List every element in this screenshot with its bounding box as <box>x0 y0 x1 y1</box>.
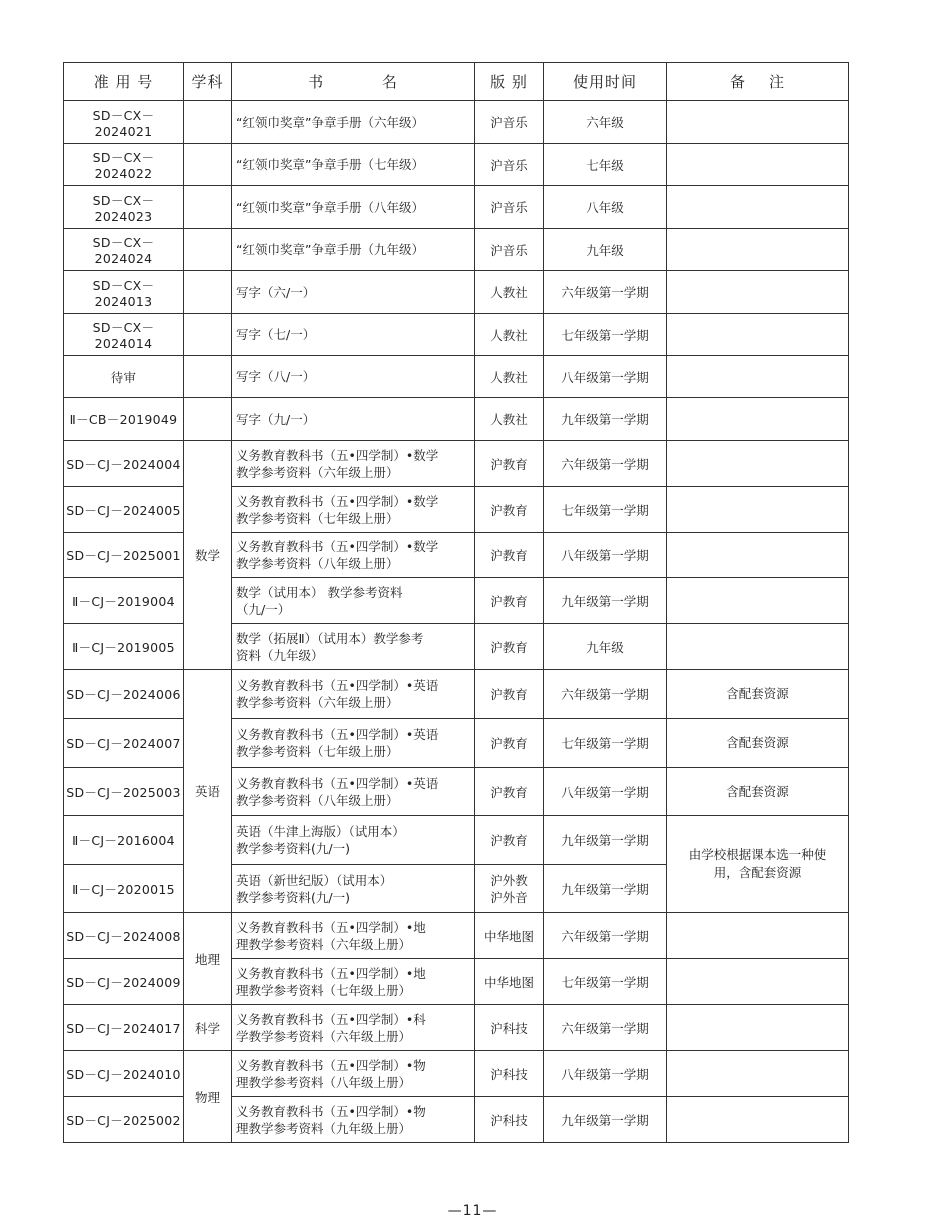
note-cell <box>667 441 849 487</box>
time-cell: 六年级 <box>544 101 667 144</box>
time-cell: 九年级第一学期 <box>544 816 667 865</box>
title-line: 英语（新世纪版）（试用本） <box>236 872 393 888</box>
header-title: 书 名 <box>232 63 475 101</box>
title-cell <box>232 1097 475 1143</box>
table-row <box>64 624 849 670</box>
title-cell <box>232 533 475 578</box>
header-subject: 学科 <box>184 63 232 101</box>
time-cell: 九年级第一学期 <box>544 578 667 624</box>
title-cell <box>232 959 475 1005</box>
table-row <box>64 101 849 144</box>
table-row <box>64 816 849 865</box>
note-line: 由学校根据课本选一种使 <box>688 847 827 862</box>
code-cell: SD－CJ－2024010 <box>64 1051 184 1097</box>
edition-cell: 沪科技 <box>475 1097 544 1143</box>
note-cell <box>667 144 849 186</box>
title-cell: “红领巾奖章”争章手册（八年级） <box>232 186 475 229</box>
note-cell: 含配套资源 <box>667 670 849 719</box>
edition-cell: 中华地图 <box>475 913 544 959</box>
edition-cell: 沪教育 <box>475 487 544 533</box>
time-cell: 七年级 <box>544 144 667 186</box>
title-line: 义务教育教科书（五•四学制）•地 <box>236 965 426 981</box>
time-cell: 六年级第一学期 <box>544 670 667 719</box>
time-cell: 六年级第一学期 <box>544 271 667 314</box>
time-cell: 九年级 <box>544 229 667 271</box>
edition-cell: 沪教育 <box>475 816 544 865</box>
code-cell: SD－CX－2024021 <box>64 101 184 144</box>
time-cell: 八年级第一学期 <box>544 533 667 578</box>
title-line: 教学参考资料（六年级上册） <box>236 695 399 710</box>
note-cell <box>667 398 849 441</box>
title-cell <box>232 768 475 816</box>
title-line: 教学参考资料(九/一) <box>236 841 350 856</box>
code-cell: SD－CJ－2025003 <box>64 768 184 816</box>
subject-cell <box>184 314 232 356</box>
edition-cell: 人教社 <box>475 271 544 314</box>
edition-line: 沪外音 <box>490 889 528 905</box>
note-cell: 含配套资源 <box>667 768 849 816</box>
edition-cell: 沪教育 <box>475 533 544 578</box>
title-cell: “红领巾奖章”争章手册（六年级） <box>232 101 475 144</box>
time-cell: 九年级第一学期 <box>544 398 667 441</box>
time-cell: 七年级第一学期 <box>544 487 667 533</box>
note-cell-merged <box>667 816 849 913</box>
note-cell <box>667 186 849 229</box>
title-line: 学教学参考资料（六年级上册） <box>236 1028 412 1044</box>
subject-cell-physics: 物理 <box>184 1051 232 1143</box>
edition-cell: 中华地图 <box>475 959 544 1005</box>
table-row <box>64 1097 849 1143</box>
code-cell: SD－CJ－2024006 <box>64 670 184 719</box>
subject-cell <box>184 186 232 229</box>
title-line: 理教学参考资料（七年级上册） <box>236 982 412 998</box>
note-cell <box>667 314 849 356</box>
table-row <box>64 1005 849 1051</box>
title-cell: 写字（八/一） <box>232 356 475 398</box>
time-cell: 八年级第一学期 <box>544 768 667 816</box>
title-line: 义务教育教科书（五•四学制）•英语 <box>236 775 439 791</box>
time-cell: 六年级第一学期 <box>544 441 667 487</box>
edition-cell: 沪教育 <box>475 441 544 487</box>
edition-cell: 人教社 <box>475 398 544 441</box>
time-cell: 九年级 <box>544 624 667 670</box>
table-row <box>64 441 849 487</box>
time-cell: 七年级第一学期 <box>544 719 667 768</box>
code-cell: Ⅱ－CB－2019049 <box>64 398 184 441</box>
page-number: —11— <box>447 1203 498 1219</box>
table-header-row <box>64 63 849 101</box>
code-cell: 待审 <box>64 356 184 398</box>
title-line: 义务教育教科书（五•四学制）•英语 <box>236 727 439 742</box>
table-row <box>64 768 849 816</box>
subject-cell-geography: 地理 <box>184 913 232 1005</box>
edition-cell: 沪科技 <box>475 1051 544 1097</box>
table-row <box>64 578 849 624</box>
subject-cell <box>184 101 232 144</box>
header-edition: 版 别 <box>475 63 544 101</box>
title-cell <box>232 719 475 768</box>
title-line: （九/一） <box>236 601 291 617</box>
edition-cell: 沪教育 <box>475 768 544 816</box>
subject-cell <box>184 229 232 271</box>
title-line: 数学（试用本） 教学参考资料 <box>236 584 403 600</box>
title-line: 义务教育教科书（五•四学制）•英语 <box>236 678 439 693</box>
time-cell: 六年级第一学期 <box>544 913 667 959</box>
note-cell <box>667 1005 849 1051</box>
table-row <box>64 670 849 719</box>
subject-cell <box>184 144 232 186</box>
code-cell: SD－CX－2024014 <box>64 314 184 356</box>
title-line: 英语（牛津上海版）（试用本） <box>236 824 405 839</box>
note-cell <box>667 271 849 314</box>
edition-cell: 沪教育 <box>475 578 544 624</box>
title-cell: “红领巾奖章”争章手册（九年级） <box>232 229 475 271</box>
title-cell <box>232 913 475 959</box>
title-line: 义务教育教科书（五•四学制）•数学 <box>236 447 439 463</box>
code-cell: Ⅱ－CJ－2020015 <box>64 865 184 913</box>
title-cell: 写字（九/一） <box>232 398 475 441</box>
title-line: 义务教育教科书（五•四学制）•数学 <box>236 493 439 509</box>
time-cell: 七年级第一学期 <box>544 959 667 1005</box>
title-line: 义务教育教科书（五•四学制）•物 <box>236 1057 426 1073</box>
note-line: 用，含配套资源 <box>713 865 802 880</box>
header-time: 使用时间 <box>544 63 667 101</box>
note-cell <box>667 1051 849 1097</box>
code-cell: SD－CJ－2024008 <box>64 913 184 959</box>
edition-cell: 沪音乐 <box>475 229 544 271</box>
time-cell: 八年级第一学期 <box>544 1051 667 1097</box>
title-line: 教学参考资料（八年级上册） <box>236 792 399 808</box>
title-line: 教学参考资料（八年级上册） <box>236 556 399 571</box>
code-cell: Ⅱ－CJ－2019004 <box>64 578 184 624</box>
time-cell: 九年级第一学期 <box>544 865 667 913</box>
table-row <box>64 913 849 959</box>
subject-cell-math: 数学 <box>184 441 232 670</box>
table-row <box>64 144 849 186</box>
time-cell: 八年级 <box>544 186 667 229</box>
note-cell <box>667 913 849 959</box>
note-cell <box>667 578 849 624</box>
title-line: 理教学参考资料（八年级上册） <box>236 1074 412 1090</box>
subject-cell-english: 英语 <box>184 670 232 913</box>
table-row <box>64 533 849 578</box>
code-cell: SD－CX－2024022 <box>64 144 184 186</box>
edition-cell <box>475 865 544 913</box>
title-line: 教学参考资料（七年级上册） <box>236 510 399 526</box>
note-cell <box>667 1097 849 1143</box>
edition-cell: 沪音乐 <box>475 186 544 229</box>
table-row <box>64 719 849 768</box>
subject-cell <box>184 271 232 314</box>
note-cell <box>667 487 849 533</box>
note-cell <box>667 624 849 670</box>
code-cell: SD－CJ－2025002 <box>64 1097 184 1143</box>
table-row <box>64 186 849 229</box>
code-cell: SD－CJ－2024004 <box>64 441 184 487</box>
title-cell <box>232 578 475 624</box>
edition-cell: 沪科技 <box>475 1005 544 1051</box>
textbook-catalog-table <box>63 62 849 1143</box>
time-cell: 九年级第一学期 <box>544 1097 667 1143</box>
title-cell <box>232 816 475 865</box>
title-cell <box>232 670 475 719</box>
edition-cell: 沪教育 <box>475 670 544 719</box>
note-cell <box>667 101 849 144</box>
title-line: 义务教育教科书（五•四学制）•物 <box>236 1103 426 1119</box>
title-line: 数学（拓展Ⅱ）（试用本）教学参考 <box>236 630 424 646</box>
title-cell: 写字（七/一） <box>232 314 475 356</box>
title-cell <box>232 441 475 487</box>
subject-cell <box>184 356 232 398</box>
table-row <box>64 314 849 356</box>
table-row <box>64 356 849 398</box>
title-cell <box>232 487 475 533</box>
code-cell: SD－CJ－2024009 <box>64 959 184 1005</box>
table-row <box>64 398 849 441</box>
edition-cell: 人教社 <box>475 314 544 356</box>
table-row <box>64 1051 849 1097</box>
edition-cell: 沪教育 <box>475 719 544 768</box>
table-row <box>64 487 849 533</box>
code-cell: SD－CJ－2024007 <box>64 719 184 768</box>
title-cell <box>232 624 475 670</box>
title-cell <box>232 865 475 913</box>
title-line: 理教学参考资料（六年级上册） <box>236 936 412 952</box>
code-cell: SD－CX－2024024 <box>64 229 184 271</box>
edition-line: 沪外教 <box>490 872 528 888</box>
title-line: 理教学参考资料（九年级上册） <box>236 1120 412 1136</box>
title-line: 义务教育教科书（五•四学制）•地 <box>236 919 426 935</box>
code-cell: Ⅱ－CJ－2016004 <box>64 816 184 865</box>
edition-cell: 沪教育 <box>475 624 544 670</box>
title-cell: 写字（六/一） <box>232 271 475 314</box>
title-line: 教学参考资料(九/一) <box>236 889 350 905</box>
code-cell: SD－CJ－2025001 <box>64 533 184 578</box>
note-cell <box>667 959 849 1005</box>
edition-cell: 人教社 <box>475 356 544 398</box>
title-cell <box>232 1005 475 1051</box>
title-line: 教学参考资料（六年级上册） <box>236 464 399 480</box>
note-cell <box>667 533 849 578</box>
title-cell <box>232 1051 475 1097</box>
time-cell: 六年级第一学期 <box>544 1005 667 1051</box>
title-line: 义务教育教科书（五•四学制）•数学 <box>236 539 439 554</box>
table-row <box>64 229 849 271</box>
code-cell: SD－CX－2024023 <box>64 186 184 229</box>
title-line: 义务教育教科书（五•四学制）•科 <box>236 1011 426 1027</box>
title-line: 教学参考资料（七年级上册） <box>236 744 399 759</box>
note-cell <box>667 229 849 271</box>
table-row <box>64 959 849 1005</box>
note-cell <box>667 356 849 398</box>
code-cell: SD－CJ－2024005 <box>64 487 184 533</box>
time-cell: 八年级第一学期 <box>544 356 667 398</box>
edition-cell: 沪音乐 <box>475 101 544 144</box>
table-row <box>64 271 849 314</box>
time-cell: 七年级第一学期 <box>544 314 667 356</box>
subject-cell-science: 科学 <box>184 1005 232 1051</box>
note-cell: 含配套资源 <box>667 719 849 768</box>
edition-cell: 沪音乐 <box>475 144 544 186</box>
code-cell: SD－CJ－2024017 <box>64 1005 184 1051</box>
title-cell: “红领巾奖章”争章手册（七年级） <box>232 144 475 186</box>
title-line: 资料（九年级） <box>236 647 324 663</box>
header-code: 准 用 号 <box>64 63 184 101</box>
header-note: 备 注 <box>667 63 849 101</box>
code-cell: Ⅱ－CJ－2019005 <box>64 624 184 670</box>
code-cell: SD－CX－2024013 <box>64 271 184 314</box>
subject-cell <box>184 398 232 441</box>
